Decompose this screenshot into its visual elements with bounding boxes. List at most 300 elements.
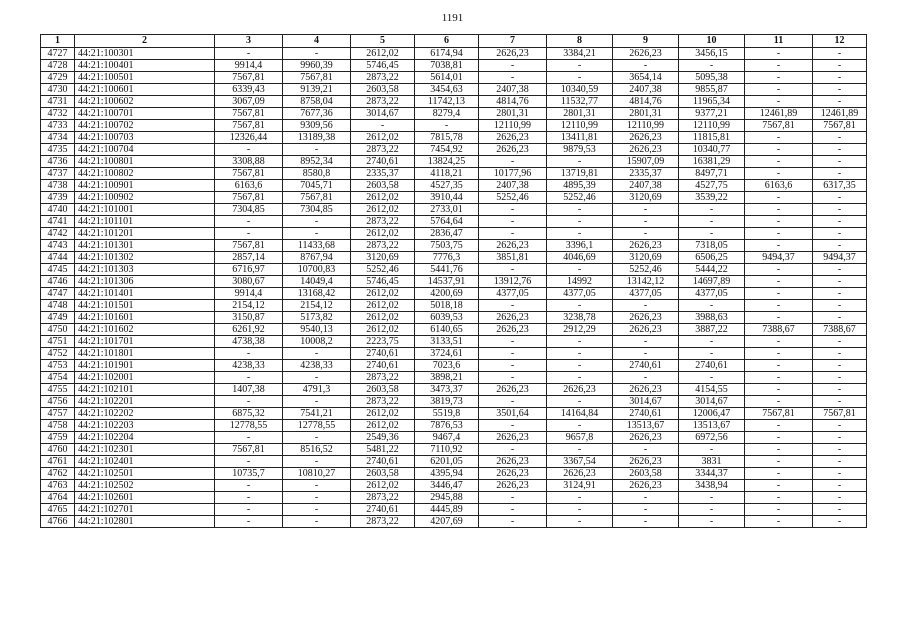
table-cell: 2407,38 xyxy=(479,180,547,192)
table-cell: 9494,37 xyxy=(745,252,813,264)
table-cell: 4762 xyxy=(41,468,75,480)
column-header: 2 xyxy=(75,35,215,48)
table-cell: 4729 xyxy=(41,72,75,84)
table-cell: 7567,81 xyxy=(215,72,283,84)
table-cell: - xyxy=(813,312,867,324)
table-cell: 4377,05 xyxy=(613,288,679,300)
table-cell: 3851,81 xyxy=(479,252,547,264)
table-cell: 5018,18 xyxy=(415,300,479,312)
table-cell: - xyxy=(547,216,613,228)
table-cell: - xyxy=(745,456,813,468)
table-cell: - xyxy=(215,372,283,384)
table-cell: 4747 xyxy=(41,288,75,300)
table-cell: - xyxy=(745,516,813,528)
table-cell: 4752 xyxy=(41,348,75,360)
table-cell: 2626,23 xyxy=(613,324,679,336)
table-cell: 12110,99 xyxy=(613,120,679,132)
table-cell: - xyxy=(613,516,679,528)
table-cell: - xyxy=(679,60,745,72)
table-cell: 11965,34 xyxy=(679,96,745,108)
table-cell: - xyxy=(813,456,867,468)
table-cell: 44:21:101101 xyxy=(75,216,215,228)
table-cell: 4738,38 xyxy=(215,336,283,348)
table-cell: 2873,22 xyxy=(351,492,415,504)
table-cell: 14992 xyxy=(547,276,613,288)
table-cell: 5764,64 xyxy=(415,216,479,228)
table-cell: 4746 xyxy=(41,276,75,288)
table-cell: - xyxy=(813,144,867,156)
table-cell: 3080,67 xyxy=(215,276,283,288)
table-cell: 3150,87 xyxy=(215,312,283,324)
table-cell: - xyxy=(547,228,613,240)
table-cell: 2603,58 xyxy=(351,468,415,480)
column-header: 7 xyxy=(479,35,547,48)
table-cell: - xyxy=(613,336,679,348)
table-cell: - xyxy=(813,72,867,84)
table-cell: - xyxy=(547,156,613,168)
table-cell: 44:21:100601 xyxy=(75,84,215,96)
table-cell: 44:21:100602 xyxy=(75,96,215,108)
table-row xyxy=(41,216,867,228)
table-cell: - xyxy=(479,300,547,312)
table-cell: 7567,81 xyxy=(215,240,283,252)
table-cell: - xyxy=(283,516,351,528)
table-row xyxy=(41,432,867,444)
table-cell: - xyxy=(679,216,745,228)
table-row xyxy=(41,192,867,204)
column-header: 4 xyxy=(283,35,351,48)
table-cell: - xyxy=(745,348,813,360)
table-cell: 6972,56 xyxy=(679,432,745,444)
table-cell: 4766 xyxy=(41,516,75,528)
table-cell: 6140,65 xyxy=(415,324,479,336)
table-cell: - xyxy=(745,144,813,156)
table-cell: - xyxy=(813,276,867,288)
table-cell: - xyxy=(215,228,283,240)
table-cell: 4760 xyxy=(41,444,75,456)
table-cell: - xyxy=(479,216,547,228)
table-cell: - xyxy=(745,60,813,72)
table-cell: 2626,23 xyxy=(479,456,547,468)
table-row xyxy=(41,120,867,132)
table-cell: - xyxy=(813,60,867,72)
table-cell: 10735,7 xyxy=(215,468,283,480)
table-row xyxy=(41,132,867,144)
table-cell: 2626,23 xyxy=(613,132,679,144)
table-cell: 4527,35 xyxy=(415,180,479,192)
table-cell: 4755 xyxy=(41,384,75,396)
table-cell: 5746,45 xyxy=(351,60,415,72)
table-cell: 44:21:100702 xyxy=(75,120,215,132)
table-cell: - xyxy=(745,336,813,348)
table-cell: - xyxy=(813,96,867,108)
table-cell: 5481,22 xyxy=(351,444,415,456)
table-cell: 7023,6 xyxy=(415,360,479,372)
table-cell: 2612,02 xyxy=(351,132,415,144)
column-header: 11 xyxy=(745,35,813,48)
table-cell: 2836,47 xyxy=(415,228,479,240)
table-cell: 4445,89 xyxy=(415,504,479,516)
column-header: 12 xyxy=(813,35,867,48)
table-cell: 3067,09 xyxy=(215,96,283,108)
table-cell: 2603,58 xyxy=(351,384,415,396)
column-header: 10 xyxy=(679,35,745,48)
table-cell: 6039,53 xyxy=(415,312,479,324)
table-cell: 9377,21 xyxy=(679,108,745,120)
table-cell: 44:21:101303 xyxy=(75,264,215,276)
table-cell: - xyxy=(283,432,351,444)
table-cell: 4527,75 xyxy=(679,180,745,192)
table-cell: - xyxy=(745,96,813,108)
table-cell: - xyxy=(813,168,867,180)
table-cell: 2873,22 xyxy=(351,372,415,384)
table-cell: 7567,81 xyxy=(215,444,283,456)
table-cell: 3898,21 xyxy=(415,372,479,384)
table-cell: 44:21:100703 xyxy=(75,132,215,144)
table-cell: 3238,78 xyxy=(547,312,613,324)
table-cell: 4791,3 xyxy=(283,384,351,396)
table-cell: - xyxy=(547,300,613,312)
table-row xyxy=(41,228,867,240)
table-cell: 4751 xyxy=(41,336,75,348)
table-cell: - xyxy=(479,420,547,432)
table-cell: 6163,6 xyxy=(215,180,283,192)
table-cell: 44:21:100401 xyxy=(75,60,215,72)
table-cell: - xyxy=(679,504,745,516)
table-cell: - xyxy=(745,204,813,216)
table-cell: 2603,58 xyxy=(351,84,415,96)
table-cell: 3456,15 xyxy=(679,48,745,60)
table-cell: 5252,46 xyxy=(351,264,415,276)
table-cell: 3014,67 xyxy=(351,108,415,120)
table-cell: 8497,71 xyxy=(679,168,745,180)
table-cell: 2857,14 xyxy=(215,252,283,264)
table-cell: 8580,8 xyxy=(283,168,351,180)
table-cell: - xyxy=(813,396,867,408)
table-row xyxy=(41,480,867,492)
table-cell: 4742 xyxy=(41,228,75,240)
table-cell: - xyxy=(215,504,283,516)
table-cell: 44:21:100902 xyxy=(75,192,215,204)
table-cell: - xyxy=(745,156,813,168)
table-cell: - xyxy=(215,432,283,444)
table-cell: 5614,01 xyxy=(415,72,479,84)
table-cell: 1407,38 xyxy=(215,384,283,396)
table-cell: - xyxy=(215,216,283,228)
table-cell: 4238,33 xyxy=(283,360,351,372)
table-cell: - xyxy=(679,228,745,240)
table-cell: 7045,71 xyxy=(283,180,351,192)
table-cell: 7110,92 xyxy=(415,444,479,456)
table-cell: 7304,85 xyxy=(283,204,351,216)
data-table xyxy=(40,34,867,528)
table-cell: 9139,21 xyxy=(283,84,351,96)
table-cell: - xyxy=(813,432,867,444)
table-cell: 2612,02 xyxy=(351,312,415,324)
table-cell: 2740,61 xyxy=(351,456,415,468)
table-cell: 8767,94 xyxy=(283,252,351,264)
table-cell: 3384,21 xyxy=(547,48,613,60)
table-cell: - xyxy=(215,396,283,408)
table-cell: 2603,58 xyxy=(613,468,679,480)
table-cell: - xyxy=(283,504,351,516)
table-row xyxy=(41,456,867,468)
table-cell: 4739 xyxy=(41,192,75,204)
table-cell: 6317,35 xyxy=(813,180,867,192)
table-cell: 4814,76 xyxy=(613,96,679,108)
table-cell: 2549,36 xyxy=(351,432,415,444)
table-cell: - xyxy=(215,492,283,504)
table-cell: - xyxy=(745,264,813,276)
table-row xyxy=(41,84,867,96)
table-cell: - xyxy=(283,216,351,228)
table-cell: 13719,81 xyxy=(547,168,613,180)
table-cell: 4377,05 xyxy=(679,288,745,300)
table-cell: 7567,81 xyxy=(215,192,283,204)
table-cell: 6506,25 xyxy=(679,252,745,264)
table-cell: 10008,2 xyxy=(283,336,351,348)
table-row xyxy=(41,204,867,216)
table-row xyxy=(41,468,867,480)
table-cell: 15907,09 xyxy=(613,156,679,168)
table-cell: 2626,23 xyxy=(479,480,547,492)
table-cell: - xyxy=(745,300,813,312)
table-row xyxy=(41,108,867,120)
table-cell: 10177,96 xyxy=(479,168,547,180)
table-cell: 44:21:101201 xyxy=(75,228,215,240)
table-cell: 9494,37 xyxy=(813,252,867,264)
table-row xyxy=(41,444,867,456)
table-cell: - xyxy=(813,192,867,204)
table-cell: 4764 xyxy=(41,492,75,504)
table-cell: - xyxy=(813,264,867,276)
table-cell: 4727 xyxy=(41,48,75,60)
table-cell: - xyxy=(813,204,867,216)
table-cell: 3396,1 xyxy=(547,240,613,252)
table-cell: 6163,6 xyxy=(745,180,813,192)
table-cell: 44:21:100501 xyxy=(75,72,215,84)
table-cell: - xyxy=(215,144,283,156)
table-cell: 3819,73 xyxy=(415,396,479,408)
table-cell: - xyxy=(745,468,813,480)
table-cell: 5444,22 xyxy=(679,264,745,276)
table-cell: 2626,23 xyxy=(547,468,613,480)
table-cell: - xyxy=(547,444,613,456)
table-cell: - xyxy=(813,156,867,168)
table-row xyxy=(41,264,867,276)
table-cell: - xyxy=(283,228,351,240)
table-cell: 6261,92 xyxy=(215,324,283,336)
table-cell: 3887,22 xyxy=(679,324,745,336)
table-cell: 2612,02 xyxy=(351,288,415,300)
table-cell: - xyxy=(745,432,813,444)
table-cell: 4732 xyxy=(41,108,75,120)
table-cell: 44:21:101701 xyxy=(75,336,215,348)
table-cell: - xyxy=(479,504,547,516)
table-cell: 4200,69 xyxy=(415,288,479,300)
table-row xyxy=(41,300,867,312)
table-cell: 7567,81 xyxy=(215,120,283,132)
table-cell: - xyxy=(745,504,813,516)
table-cell: - xyxy=(613,216,679,228)
table-cell: 9960,39 xyxy=(283,60,351,72)
table-row xyxy=(41,276,867,288)
table-cell: - xyxy=(547,360,613,372)
table-cell: 44:21:102202 xyxy=(75,408,215,420)
table-cell: 2912,29 xyxy=(547,324,613,336)
table-cell: 14049,4 xyxy=(283,276,351,288)
table-cell: 13411,81 xyxy=(547,132,613,144)
table-cell: 13189,38 xyxy=(283,132,351,144)
table-cell: 44:21:101302 xyxy=(75,252,215,264)
table-cell: 6339,43 xyxy=(215,84,283,96)
table-cell: 4759 xyxy=(41,432,75,444)
table-cell: 3120,69 xyxy=(613,192,679,204)
table-row xyxy=(41,60,867,72)
table-cell: 9914,4 xyxy=(215,288,283,300)
table-cell: 4118,21 xyxy=(415,168,479,180)
table-cell: - xyxy=(813,84,867,96)
table-cell: 7454,92 xyxy=(415,144,479,156)
table-cell: 10810,27 xyxy=(283,468,351,480)
table-cell: - xyxy=(813,468,867,480)
page-number: 1191 xyxy=(441,12,464,24)
table-cell: 7567,81 xyxy=(745,408,813,420)
table-cell: 2626,23 xyxy=(479,132,547,144)
table-cell: 7567,81 xyxy=(215,168,283,180)
table-cell: 7567,81 xyxy=(745,120,813,132)
table-cell: 4756 xyxy=(41,396,75,408)
table-cell: 4758 xyxy=(41,420,75,432)
table-cell: - xyxy=(479,156,547,168)
table-cell: 8279,4 xyxy=(415,108,479,120)
table-cell: 2626,23 xyxy=(479,468,547,480)
table-cell: 5252,46 xyxy=(547,192,613,204)
table-cell: - xyxy=(813,288,867,300)
table-cell: - xyxy=(813,444,867,456)
table-cell: 44:21:101801 xyxy=(75,348,215,360)
table-cell: 5746,45 xyxy=(351,276,415,288)
table-row xyxy=(41,384,867,396)
table-cell: 3120,69 xyxy=(613,252,679,264)
table-cell: 11532,77 xyxy=(547,96,613,108)
table-cell: 2612,02 xyxy=(351,192,415,204)
table-cell: - xyxy=(479,72,547,84)
table-cell: 9855,87 xyxy=(679,84,745,96)
table-cell: 2945,88 xyxy=(415,492,479,504)
table-cell: - xyxy=(479,336,547,348)
table-row xyxy=(41,324,867,336)
table-cell: - xyxy=(745,384,813,396)
table-cell: 5095,38 xyxy=(679,72,745,84)
table-cell: 13513,67 xyxy=(679,420,745,432)
table-cell: 11433,68 xyxy=(283,240,351,252)
table-cell: 44:21:102204 xyxy=(75,432,215,444)
table-cell: - xyxy=(813,516,867,528)
table-cell: 14164,84 xyxy=(547,408,613,420)
table-cell: 9540,13 xyxy=(283,324,351,336)
table-cell: - xyxy=(813,492,867,504)
table-cell: 2626,23 xyxy=(479,432,547,444)
column-header: 5 xyxy=(351,35,415,48)
table-cell: 2740,61 xyxy=(351,504,415,516)
table-cell: - xyxy=(283,144,351,156)
table-cell: - xyxy=(813,48,867,60)
table-cell: - xyxy=(283,372,351,384)
table-cell: 8758,04 xyxy=(283,96,351,108)
table-row xyxy=(41,492,867,504)
table-cell: 2612,02 xyxy=(351,48,415,60)
table-cell: - xyxy=(479,444,547,456)
table-cell: 13513,67 xyxy=(613,420,679,432)
table-cell: 12778,55 xyxy=(283,420,351,432)
table-cell: - xyxy=(547,60,613,72)
table-cell: 13168,42 xyxy=(283,288,351,300)
table-cell: - xyxy=(679,348,745,360)
table-cell: - xyxy=(479,516,547,528)
table-cell: 44:21:100802 xyxy=(75,168,215,180)
table-cell: 7677,36 xyxy=(283,108,351,120)
table-cell: 6174,94 xyxy=(415,48,479,60)
table-cell: 2626,23 xyxy=(547,384,613,396)
table-cell: 4735 xyxy=(41,144,75,156)
table-cell: - xyxy=(745,228,813,240)
table-row xyxy=(41,96,867,108)
table-cell: 13142,12 xyxy=(613,276,679,288)
table-cell: 4395,94 xyxy=(415,468,479,480)
table-cell: 2626,23 xyxy=(613,48,679,60)
table-cell: 4736 xyxy=(41,156,75,168)
table-cell: - xyxy=(351,120,415,132)
table-cell: 2873,22 xyxy=(351,216,415,228)
table-cell: 2626,23 xyxy=(613,456,679,468)
table-cell: - xyxy=(613,492,679,504)
table-cell: - xyxy=(813,216,867,228)
table-cell: 5252,46 xyxy=(479,192,547,204)
table-cell: 2740,61 xyxy=(351,360,415,372)
table-cell: 5252,46 xyxy=(613,264,679,276)
table-cell: 11742,13 xyxy=(415,96,479,108)
table-cell: 2223,75 xyxy=(351,336,415,348)
table-cell: 4731 xyxy=(41,96,75,108)
table-cell: 3446,47 xyxy=(415,480,479,492)
table-cell: 4046,69 xyxy=(547,252,613,264)
table-cell: - xyxy=(613,60,679,72)
table-cell: - xyxy=(813,336,867,348)
table-cell: - xyxy=(479,492,547,504)
table-cell: 7541,21 xyxy=(283,408,351,420)
table-cell: 4750 xyxy=(41,324,75,336)
table-cell: 7388,67 xyxy=(745,324,813,336)
table-cell: 3344,37 xyxy=(679,468,745,480)
table-cell: 8516,52 xyxy=(283,444,351,456)
table-cell: 7567,81 xyxy=(813,408,867,420)
table-row xyxy=(41,504,867,516)
table-cell: 44:21:102301 xyxy=(75,444,215,456)
table-cell: 6201,05 xyxy=(415,456,479,468)
table-cell: 4730 xyxy=(41,84,75,96)
table-cell: - xyxy=(479,264,547,276)
table-cell: 7318,05 xyxy=(679,240,745,252)
table-cell: 44:21:102203 xyxy=(75,420,215,432)
table-cell: 3367,54 xyxy=(547,456,613,468)
table-cell: 3014,67 xyxy=(679,396,745,408)
table-cell: 12461,89 xyxy=(813,108,867,120)
table-cell: 4238,33 xyxy=(215,360,283,372)
table-row xyxy=(41,168,867,180)
table-cell: 4737 xyxy=(41,168,75,180)
table-cell: - xyxy=(679,444,745,456)
